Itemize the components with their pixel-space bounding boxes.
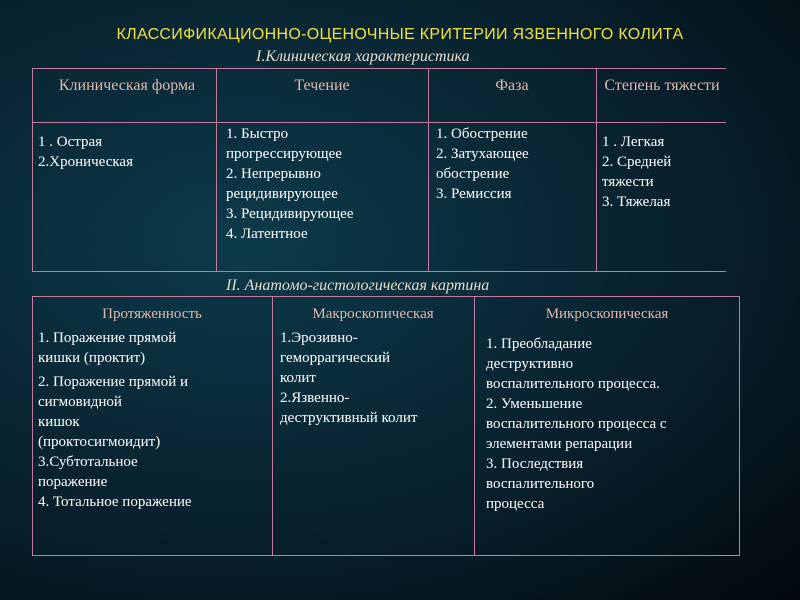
list-item: обострение: [436, 166, 510, 182]
header-microscopic: Микроскопическая: [545, 306, 669, 322]
anatomy-table: [32, 296, 740, 556]
list-item: 1.Эрозивно-: [280, 330, 358, 346]
header-extent: Протяженность: [102, 306, 202, 322]
list-item: элементами репарации: [486, 436, 633, 452]
list-item: геморрагический: [280, 350, 391, 366]
list-item: воспалительного процесса.: [486, 376, 660, 392]
list-item: 2. Затухающее: [436, 146, 529, 162]
list-item: колит: [280, 370, 316, 386]
list-item: 1. Обострение: [436, 126, 528, 142]
list-item: 2. Средней: [602, 154, 672, 170]
severity-list: [602, 132, 671, 212]
section-title-clinical: I.Клиническая характеристика: [256, 48, 470, 65]
list-item: 2.Хроническая: [38, 154, 133, 170]
list-item: процесса: [486, 496, 545, 512]
list-item: 3. Последствия: [486, 456, 584, 472]
list-item: прогрессирующее: [226, 146, 342, 162]
extent-list: [38, 328, 192, 512]
header-phase: Фаза: [495, 77, 529, 94]
list-item: сигмовидной: [38, 394, 122, 410]
header-clinical-form: Клиническая форма: [58, 77, 196, 94]
list-item: 1. Быстро: [226, 126, 289, 142]
list-item: деструктивно: [486, 356, 574, 372]
list-item: 2.Язвенно-: [280, 390, 350, 406]
header-course: Течение: [294, 77, 350, 94]
list-item: кишки (проктит): [38, 350, 146, 366]
list-item: 1. Преобладание: [486, 336, 592, 352]
list-item: 1. Поражение прямой: [38, 330, 177, 346]
slide-title: КЛАССИФИКАЦИОННО-ОЦЕНОЧНЫЕ КРИТЕРИИ ЯЗВЕННОГО КОЛИТА: [116, 26, 684, 43]
list-item: 3.Субтотальное: [38, 454, 138, 470]
list-item: тяжести: [602, 174, 654, 190]
microscopic-list: [486, 334, 667, 514]
clinical-table: [32, 68, 726, 272]
list-item: поражение: [38, 474, 108, 490]
list-item: воспалительного процесса с: [486, 416, 667, 432]
phase-list: [436, 124, 529, 204]
list-item: 2. Уменьшение: [486, 396, 583, 412]
list-item: 3. Тяжелая: [602, 194, 671, 210]
section-title-anatomy: II. Анатомо-гистологическая картина: [226, 277, 490, 294]
list-item: (проктосигмоидит): [38, 434, 161, 450]
list-item: 4. Тотальное поражение: [38, 494, 192, 510]
list-item: кишок: [38, 414, 80, 430]
list-item: 3. Ремиссия: [436, 186, 512, 202]
list-item: воспалительного: [486, 476, 595, 492]
list-item: 2. Непрерывно: [226, 166, 321, 182]
header-macroscopic: Макроскопическая: [312, 306, 434, 322]
list-item: 1 . Легкая: [602, 134, 665, 150]
header-severity: Степень тяжести: [604, 77, 720, 94]
course-list: [226, 124, 354, 244]
list-item: 1 . Острая: [38, 134, 103, 150]
list-item: 4. Латентное: [226, 226, 308, 242]
macroscopic-list: [280, 328, 417, 428]
list-item: деструктивный колит: [280, 410, 418, 426]
list-item: рецидивирующее: [226, 186, 338, 202]
list-item: 2. Поражение прямой и: [38, 374, 188, 390]
clinical-form-list: [38, 132, 133, 172]
list-item: 3. Рецидивирующее: [226, 206, 354, 222]
